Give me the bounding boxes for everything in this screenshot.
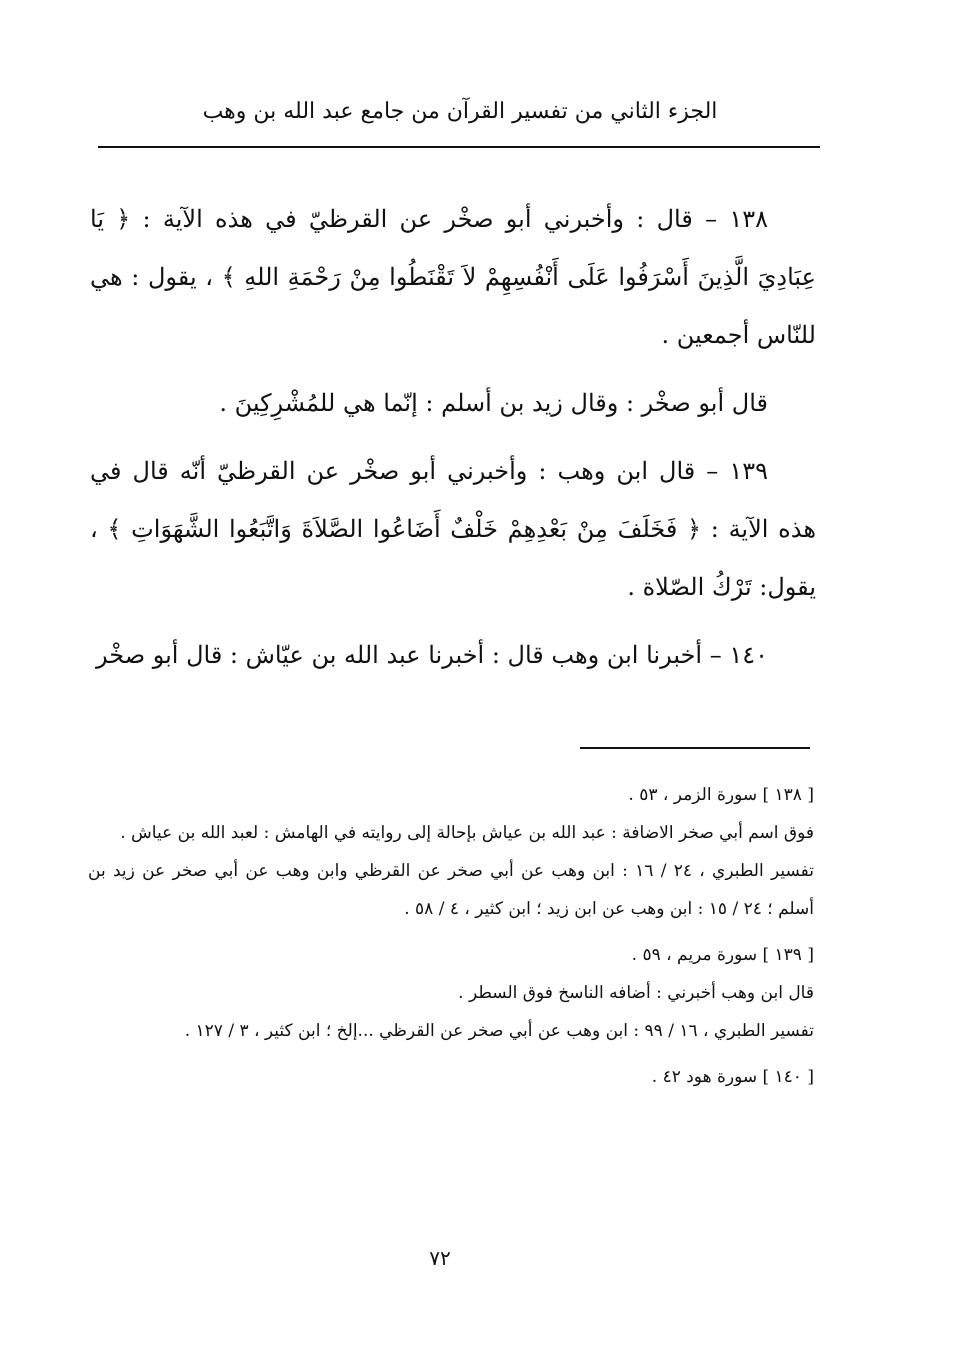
footnote-138-tafsir: تفسير الطبري ، ٢٤ / ١٦ : ابن وهب عن أبي صخر عن القرظي وابن وهب عن أبي صخر عن زيد بن أسلم ؛ ٢٤ / ١٥ : ابن وهب عن ابن زيد ؛ ابن كثير ، ٤ / ٥٨ . xyxy=(88,861,814,919)
footnote-divider xyxy=(580,747,810,749)
header-divider xyxy=(98,146,820,148)
footnote-138-note: فوق اسم أبي صخر الاضافة : عبد الله بن عياش بإحالة إلى روايته في الهامش : لعبد الله بن عياش . xyxy=(120,823,814,843)
footnotes-block xyxy=(88,776,814,1104)
main-text-block xyxy=(90,190,816,694)
running-header: الجزء الثاني من تفسير القرآن من جامع عبد الله بن وهب xyxy=(202,99,718,124)
footnote-group-138 xyxy=(88,776,814,928)
footnote-139-note: قال ابن وهب أخبرني : أضافه الناسخ فوق السطر . xyxy=(458,983,814,1003)
paragraph-139: ١٣٩ – قال ابن وهب : وأخبرني أبو صخْر عن القرظيّ أنّه قال في هذه الآية : ﴿ فَخَلَفَ مِنْ بَعْدِهِمْ خَلْفٌ أَضَاعُوا الصَّلاَةَ وَاتَّبَعُوا الشَّهَوَاتِ ﴾ ، يقول: تَرْكُ الصّلاة . xyxy=(90,457,816,601)
footnote-group-140 xyxy=(88,1058,814,1096)
footnote-139-reference: [ ١٣٩ ] سورة مريم ، ٥٩ . xyxy=(631,945,814,965)
footnote-139-tafsir: تفسير الطبري ، ١٦ / ٩٩ : ابن وهب عن أبي صخر عن القرظي ...إلخ ؛ ابن كثير ، ٣ / ١٢٧ . xyxy=(184,1021,814,1041)
footnote-group-139 xyxy=(88,936,814,1050)
paragraph-140: ١٤٠ – أخبرنا ابن وهب قال : أخبرنا عبد الله بن عيّاش : قال أبو صخْر xyxy=(95,641,768,669)
footnote-140-reference: [ ١٤٠ ] سورة هود ٤٢ . xyxy=(651,1067,814,1087)
paragraph-abu-sakhr: قال أبو صخْر : وقال زيد بن أسلم : إنّما هي للمُشْرِكِينَ . xyxy=(219,389,768,417)
paragraph-138: ١٣٨ – قال : وأخبرني أبو صخْر عن القرظيّ في هذه الآية : ﴿ يَا عِبَادِيَ الَّذِينَ أَسْرَفُوا عَلَى أَنْفُسِهِمْ لاَ تَقْنَطُوا مِنْ رَحْمَةِ اللهِ ﴾ ، يقول : هي للنّاس أجمعين . xyxy=(90,205,816,349)
footnote-138-reference: [ ١٣٨ ] سورة الزمر ، ٥٣ . xyxy=(628,785,814,805)
page-number: ٧٢ xyxy=(429,1246,451,1270)
